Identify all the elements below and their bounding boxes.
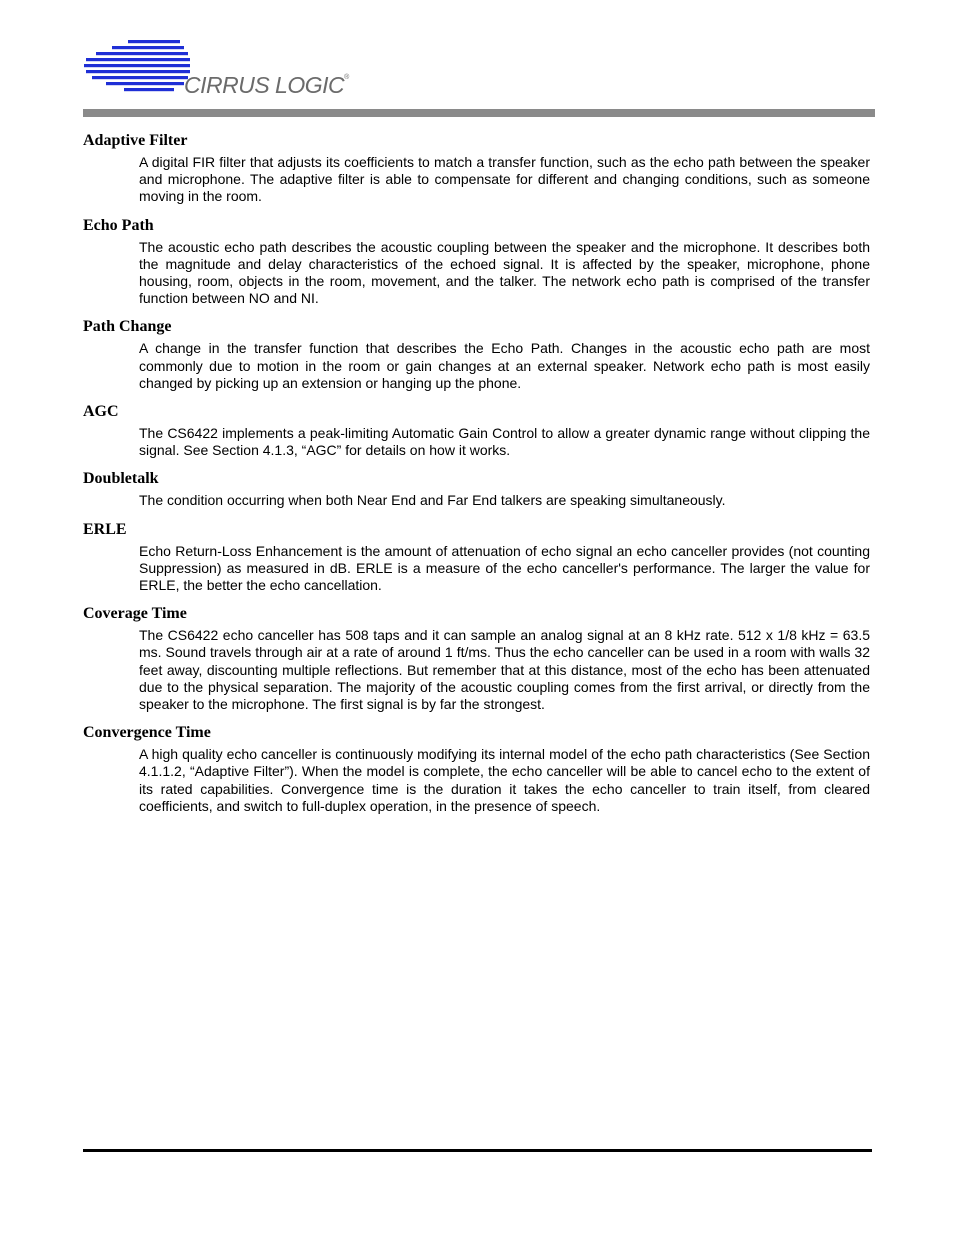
term-title: ERLE [83, 520, 127, 538]
term-title: Path Change [83, 318, 172, 336]
term-title: Convergence Time [83, 724, 211, 742]
term-title: Doubletalk [83, 470, 159, 488]
term-title: Adaptive Filter [83, 132, 188, 149]
footer-divider-line [83, 1149, 872, 1152]
term-definition: Echo Return-Loss Enhancement is the amount of attenuation of echo signal an echo canceller provides (not counting Suppression) as measured in dB. ERLE is a measure of the echo canceller's performance. The larger the value for ERLE, the better the echo cancellation. [139, 542, 870, 594]
glossary-content [83, 131, 870, 825]
term-title: Coverage Time [83, 605, 187, 623]
term-agc [83, 402, 870, 459]
term-path-change [83, 317, 870, 392]
term-erle [83, 520, 870, 595]
term-title: AGC [83, 403, 119, 421]
term-definition: The CS6422 implements a peak-limiting Automatic Gain Control to allow a greater dynamic range without clipping the signal. See Section 4.1.3, “AGC” for details on how it works. [139, 425, 870, 459]
page-header [0, 0, 954, 120]
term-doubletalk [83, 469, 870, 509]
term-definition: The condition occurring when both Near End and Far End talkers are speaking simultaneously. [139, 492, 726, 509]
header-divider-bar [83, 109, 875, 117]
term-adaptive-filter [83, 131, 870, 206]
term-echo-path [83, 216, 870, 308]
term-definition: The acoustic echo path describes the acoustic coupling between the speaker and the microphone. It describes both the magnitude and delay characteristics of the echoed signal. It is affected by the speaker, microphone, phone housing, room, objects in the room, movement, and the talker. The network echo path is comprised of the transfer function between NO and NI. [139, 238, 870, 307]
logo-wordmark: CIRRUS LOGIC® [184, 72, 349, 98]
term-definition: A change in the transfer function that describes the Echo Path. Changes in the acoustic echo path are most commonly due to motion in the room or gain changes at an external speaker. Network echo path is most easily changed by picking up an extension or hanging up the phone. [139, 340, 870, 391]
term-coverage-time [83, 604, 870, 713]
term-title: Echo Path [83, 216, 154, 234]
term-definition: A digital FIR filter that adjusts its coefficients to match a transfer function, such as the echo path between the speaker and microphone. The adaptive filter is able to compensate for different and changing conditions, such as someone moving in the room. [139, 154, 870, 205]
term-definition: A high quality echo canceller is continuously modifying its internal model of the echo path characteristics (See Section 4.1.1.2, “Adaptive Filter”). When the model is complete, the echo canceller will be able to cancel echo to the extent of its rated capabilities. Convergence time is the duration it takes the echo canceller to train itself, from cleared coefficients, and switch to full-duplex operation, in the presence of speech. [139, 746, 870, 814]
term-convergence-time [83, 723, 870, 815]
term-definition: The CS6422 echo canceller has 508 taps and it can sample an analog signal at an 8 kHz rate. 512 x 1/8 kHz = 63.5 ms. Sound travels through air at a rate of around 1 ft/ms. Thus the echo canceller can be used in a room with walls 32 feet away, discounting multiple reflections. But remember that at this distance, most of the echo has been attenuated due to the physical separation. The majority of the acoustic coupling comes from the first arrival, or directly from the speaker to the microphone. The first signal is by far the strongest. [139, 627, 870, 713]
cirrus-logic-logo [84, 38, 374, 102]
